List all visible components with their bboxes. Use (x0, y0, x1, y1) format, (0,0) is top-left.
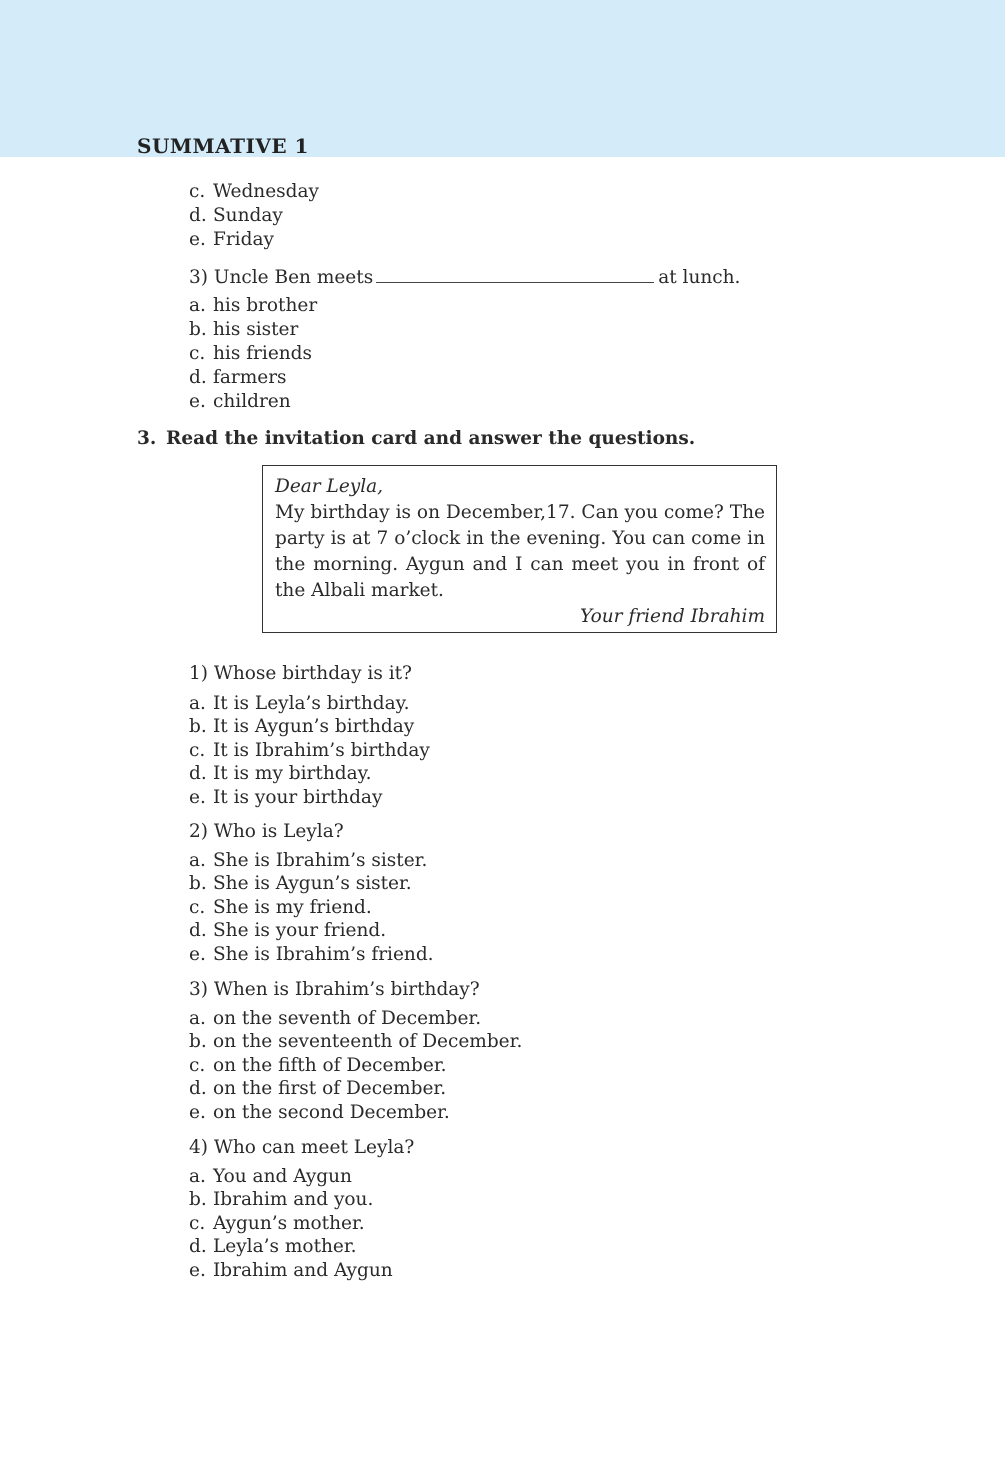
option-letter: e. (189, 786, 206, 808)
option-text: children (213, 391, 291, 412)
option-text: Ibrahim and you. (213, 1189, 374, 1211)
option-letter: c. (189, 181, 206, 202)
option-letter: d. (189, 920, 207, 942)
option-letter: e. (189, 943, 206, 965)
option-item (189, 786, 430, 809)
question-prompt: 1) Whose birthday is it? (189, 663, 412, 684)
option-text: Aygun’s mother. (213, 1212, 365, 1234)
option-text: on the seventh of December. (213, 1008, 482, 1029)
option-letter: e. (189, 391, 206, 412)
option-item (189, 919, 434, 942)
option-letter: a. (189, 693, 206, 714)
question-4-options (189, 1165, 393, 1282)
option-item (189, 318, 317, 342)
question-3-options (189, 1007, 522, 1124)
task-number: 3. (137, 428, 157, 449)
option-item (189, 849, 434, 872)
task-text: Read the invitation card and answer the questions. (166, 428, 696, 449)
option-item (189, 390, 317, 414)
answer-blank[interactable] (376, 264, 654, 283)
option-text: his brother (213, 295, 318, 316)
option-item (189, 715, 430, 738)
option-letter: e. (189, 229, 206, 250)
option-item (189, 1259, 393, 1282)
option-item (189, 1030, 522, 1053)
option-letter: b. (189, 1189, 207, 1211)
option-text: his friends (213, 343, 313, 364)
task-instruction (137, 427, 695, 451)
option-letter: d. (189, 367, 207, 388)
option-letter: d. (189, 1236, 207, 1258)
option-item (189, 1212, 393, 1235)
option-text: on the first of December. (213, 1078, 447, 1100)
question-suffix: at lunch. (658, 267, 741, 288)
option-item (189, 1165, 393, 1188)
option-text: his sister (213, 319, 299, 340)
option-item (189, 366, 317, 390)
option-text: She is Ibrahim’s sister. (213, 850, 428, 871)
option-text: It is Aygun’s birthday (213, 716, 415, 738)
card-body: My birthday is on December,17. Can you come? The party is at 7 o’clock in the evening. You can come in the morning. Aygun and I can meet you in front of the Albali market. (275, 502, 765, 601)
option-letter: b. (189, 873, 207, 895)
option-letter: e. (189, 1101, 206, 1123)
option-letter: b. (189, 319, 207, 340)
question-1-options (189, 692, 430, 809)
option-letter: b. (189, 716, 207, 738)
option-item (189, 228, 319, 252)
option-letter: e. (189, 1259, 206, 1281)
option-letter: c. (189, 1212, 206, 1234)
option-text: She is your friend. (213, 920, 387, 942)
question-prompt: 2) Who is Leyla? (189, 821, 344, 842)
uncle-ben-options (189, 294, 317, 414)
option-item (189, 1077, 522, 1100)
option-item (189, 180, 319, 204)
option-text: She is my friend. (213, 896, 372, 918)
option-text: It is Ibrahim’s birthday (213, 739, 430, 761)
option-text: farmers (213, 367, 287, 388)
option-letter: c. (189, 1054, 206, 1076)
option-text: on the fifth of December. (213, 1054, 447, 1076)
option-letter: a. (189, 850, 206, 871)
option-item (189, 1235, 393, 1258)
option-item (189, 1054, 522, 1077)
option-text: Sunday (213, 205, 283, 226)
question-uncle-ben (189, 264, 740, 290)
option-item (189, 692, 430, 715)
option-item (189, 342, 317, 366)
option-item (189, 739, 430, 762)
option-letter: c. (189, 343, 206, 364)
option-item (189, 762, 430, 785)
option-item (189, 896, 434, 919)
option-letter: a. (189, 1008, 206, 1029)
card-signature: Your friend Ibrahim (580, 606, 765, 627)
question-prefix: 3) Uncle Ben meets (189, 267, 374, 288)
option-letter: d. (189, 205, 207, 226)
question-prompt: 4) Who can meet Leyla? (189, 1137, 415, 1158)
option-text: Ibrahim and Aygun (213, 1259, 393, 1281)
option-text: Wednesday (213, 181, 319, 202)
option-item (189, 872, 434, 895)
option-letter: d. (189, 1078, 207, 1100)
option-letter: d. (189, 763, 207, 785)
prev-question-options (189, 180, 319, 252)
page-title: SUMMATIVE 1 (137, 134, 309, 158)
option-letter: b. (189, 1031, 207, 1053)
option-text: She is Ibrahim’s friend. (213, 943, 434, 965)
option-letter: c. (189, 739, 206, 761)
option-text: She is Aygun’s sister. (213, 873, 412, 895)
option-text: It is Leyla’s birthday. (213, 693, 410, 714)
option-letter: a. (189, 1166, 206, 1187)
option-letter: c. (189, 896, 206, 918)
option-item (189, 943, 434, 966)
option-text: It is your birthday (213, 786, 383, 808)
option-item (189, 1101, 522, 1124)
option-text: Leyla’s mother. (213, 1236, 357, 1258)
option-text: on the seventeenth of December. (213, 1031, 523, 1053)
question-2-options (189, 849, 434, 966)
option-text: It is my birthday. (213, 763, 372, 785)
card-greeting: Dear Leyla, (275, 476, 384, 497)
option-text: on the second December. (213, 1101, 450, 1123)
option-text: You and Aygun (213, 1166, 352, 1187)
option-text: Friday (213, 229, 274, 250)
option-item (189, 1188, 393, 1211)
invitation-card (262, 465, 777, 633)
option-item (189, 204, 319, 228)
option-item (189, 294, 317, 318)
option-letter: a. (189, 295, 206, 316)
question-prompt: 3) When is Ibrahim’s birthday? (189, 979, 480, 1000)
option-item (189, 1007, 522, 1030)
